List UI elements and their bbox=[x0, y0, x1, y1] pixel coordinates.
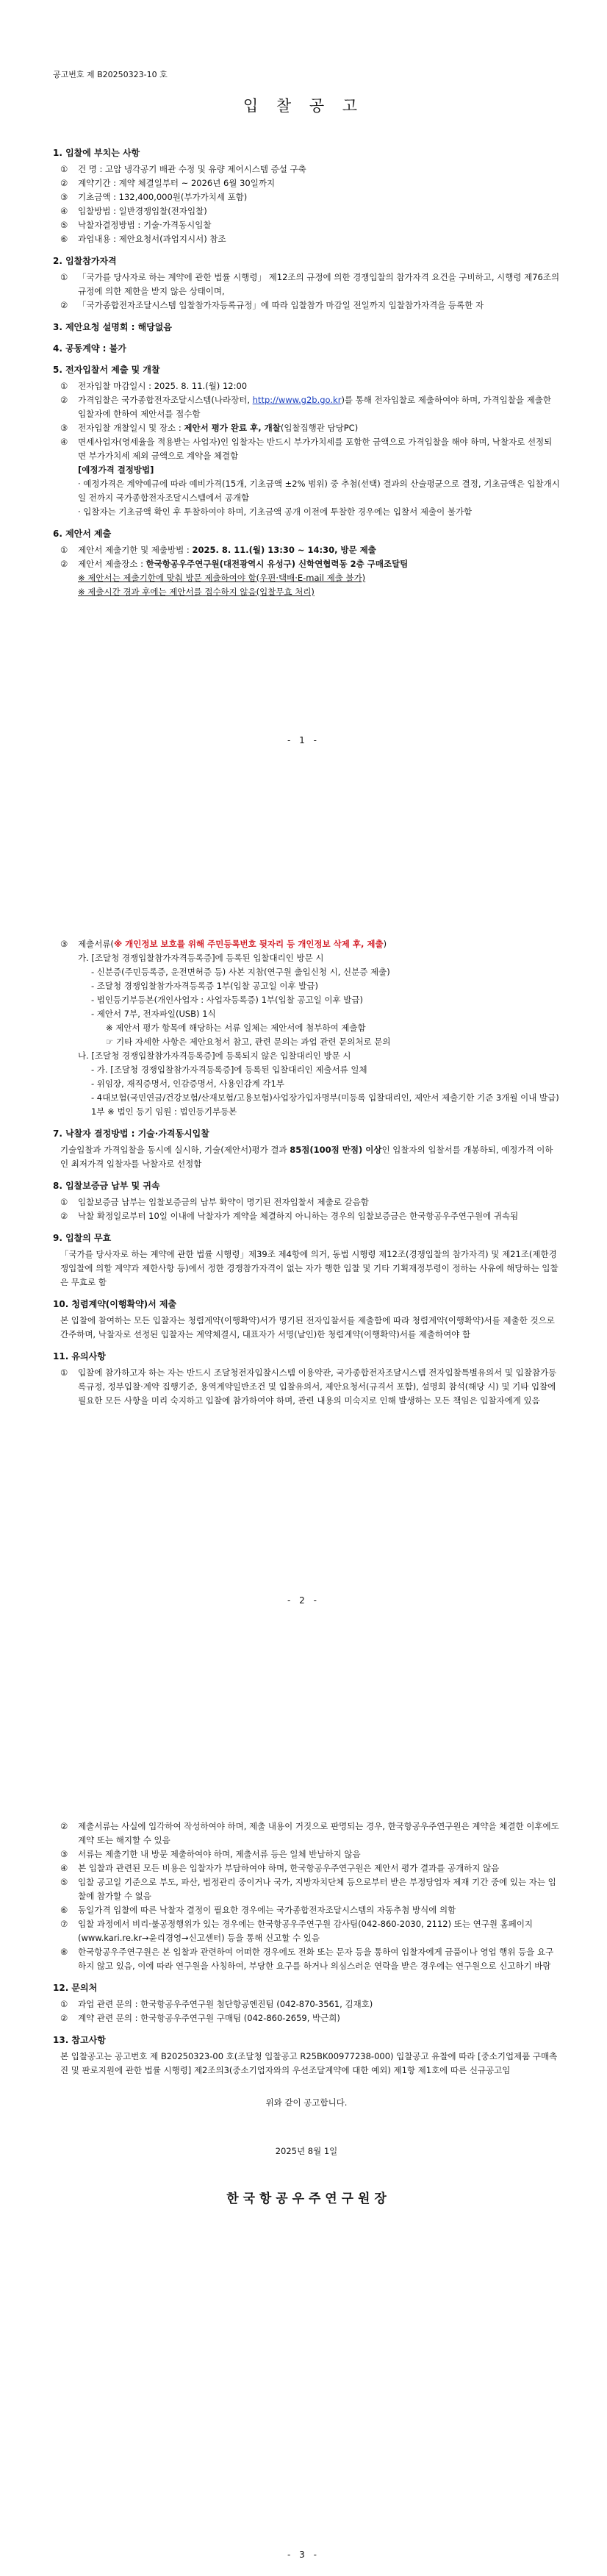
note: ※ 제안서는 제출기한에 맞춰 방문 제출하여야 함(우편·택배·E-mail 제출 불가) bbox=[78, 573, 366, 583]
list-item: ② 「국가종합전자조달시스템 입찰참가자등록규정」에 따라 입찰참가 마감일 전일까지 입찰참가자격을 등록한 자 bbox=[60, 300, 484, 310]
g2b-link[interactable]: http://www.g2b.go.kr bbox=[252, 395, 342, 405]
section-6-heading: 6. 제안서 제출 bbox=[53, 529, 112, 539]
notice-date: 2025년 8월 1일 bbox=[275, 2146, 338, 2156]
list-item: ③ 전자입찰 개찰일시 및 장소 : 제안서 평가 완료 후, 개찰(입찰집행관 담당PC) bbox=[60, 423, 359, 433]
list-item: ② 제출서류는 사실에 입각하여 작성하여야 하며, 제출 내용이 거짓으로 판명되는 경우, 한국항공우주연구원은 계약을 체결한 이후에도 계약 또는 해지할 수 있음 bbox=[60, 1821, 559, 1845]
section-10-heading: 10. 청렴계약(이행확약)서 제출 bbox=[53, 1299, 177, 1309]
list-item: ④ 입찰방법 : 일반경쟁입찰(전자입찰) bbox=[60, 206, 207, 216]
list-item: ② 계약기간 : 계약 체결일부터 ~ 2026년 6월 30일까지 bbox=[60, 178, 276, 188]
section-7-heading: 7. 낙찰자 결정방법 : 기술·가격동시입찰 bbox=[53, 1128, 209, 1139]
list-item: ⑤ 낙찰자결정방법 : 기술·가격동시입찰 bbox=[60, 220, 212, 230]
page-3 bbox=[0, 1720, 607, 2576]
page-number: - 3 - bbox=[287, 2550, 320, 2560]
note: ※ 제출시간 경과 후에는 제안서를 접수하지 않음(입찰무효 처리) bbox=[78, 587, 315, 597]
list-item: ③ 기초금액 : 132,400,000원(부가가치세 포함) bbox=[60, 192, 248, 202]
page-1 bbox=[0, 0, 607, 860]
list-item: ⑧ 한국항공우주연구원은 본 입찰과 관련하여 어떠한 경우에도 전화 또는 문자 등을 통하여 입찰자에게 금품이나 영업 행위 등을 요구하지 않고 있음, 이에 따라 연구원을 사칭하여, 부당한 요구를 하거나 의심스러운 연락을 받은 경우에는 연구원으로 신고하기 바람 bbox=[60, 1947, 554, 1971]
list-item: ① 입찰보증금 납부는 입찰보증금의 납부 확약이 명기된 전자입찰서 제출로 갈음함 bbox=[60, 1197, 369, 1207]
list-item: ② 가격입찰은 국가종합전자조달시스템(나라장터, http://www.g2b.go.kr)를 통해 전자입찰로 제출하여야 하며, 가격입찰을 제출한 입찰자에 한하여 제안서를 접수함 bbox=[60, 395, 552, 419]
notice-body-2: ③ 제출서류(※ 개인정보 보호를 위해 주민등록번호 뒷자리 등 개인정보 삭제 후, 제출) 가. [조달청 경쟁입찰참가자격등록증]에 등록된 입찰대리인 방문 시 - 신분증(주민등록증, 운전면허증 등) 사본 지참(연구원 출입신청 시, 신분증 제출) - 조달청 경쟁입찰참가자격등록증 1부(입찰 공고일 이후 발급) - 법인등기부등본(개인사업자 : 사업자등록증) 1부(입찰 공고일 이후 발급) - 제안서 7부, 전자파일(USB) 1식 ※ 제안서 평가 항목에 해당하는 서류 일체는 제안서에 첨부하여 제출함 ☞ 기타 자세한 사항은 제안요청서 참고, 관련 문의는 과업 관련 문의처로 문의 나. [조달청 경쟁입찰참가자격등록증]에 등록되지 않은 입찰대리인 방문 시 - 가. [조달청 경쟁입찰참가자격등록증]에 등록된 입찰대리인 제출서류 일체 - 위임장, 재직증명서, 인감증명서, 사용인감계 각1부 - 4대보험(국민연금/건강보험/산재보험/고용보험)사업장가입자명부(미등록 입찰대리인, 제안서 제출기한 기준 3개월 이내 발급) 1부 ※ 법인 등기 임원 : 법인등기부등본 7. 낙찰자 결정방법 : 기술·가격동시입찰 기술입찰과 가격입찰을 동시에 실시하, 기술(제안서)평가 결과 85점(100점 만점) 이상인 입찰자의 입찰서를 개봉하되, 예정가격 이하인 최저가격 입찰자를 낙찰자로 선정함 8. 입찰보증금 납부 및 귀속 ① 입찰보증금 납부는 입찰보증금의 납부 확약이 명기된 전자입찰서 제출로 갈음함 ② 낙찰 확정일로부터 10일 이내에 낙찰자가 계약을 체결하지 아니하는 경우의 입찰보증금은 한국항공우주연구원에 귀속됨 9. 입찰의 무효 「국가를 당사자로 하는 계약에 관한 법률 시행령」제39조 제4항에 의거, 동법 시행령 제12조(경쟁입찰의 참가자격) 및 제21조(제한경쟁입찰에 의할 계약과 제한사항 등)에서 정한 경쟁참가자격이 없는 자가 행한 입찰 및 기타 기획재정부령이 정하는 사유에 해당하는 입찰은 무효로 함 10. 청렴계약(이행확약)서 제출 본 입찰에 참여하는 모든 입찰자는 청렴계약(이행확약)서가 명기된 전자입찰서를 제출함에 따라 청렴계약(이행확약)서를 제출한 것으로 간주하며, 낙찰자로 선정된 입찰자는 계약체결시, 대표자가 서명(날인)한 청렴계약(이행확약)서를 제출하여야 함 11. 유의사항 ① 입찰에 참가하고자 하는 자는 반드시 조달청전자입찰시스템 이용약관, 국가종합전자조달시스템 전자입찰특별유의서 및 입찰참가등록규정, 정부입찰·계약 집행기준, 용역계약일반조건 및 입찰유의서, 제안요청서(규격서 포함), 설명회 참석(해당 시) 및 기타 입찰에 필요한 모든 사항을 미리 숙지하고 입찰에 참가하여야 하며, 관련 내용의 미숙지로 인해 발생하는 모든 책임은 입찰자에게 있음 bbox=[53, 937, 560, 1408]
list-item: ④ 면세사업자(영세율을 적용받는 사업자)인 입찰자는 반드시 부가가치세를 포함한 금액으로 가격입찰을 해야 하며, 낙찰자로 선정되면 부가가치세 제외 금액으로 계약을 체결함 bbox=[60, 437, 553, 461]
closing-text: 위와 같이 공고합니다. bbox=[265, 2097, 348, 2108]
section-3-heading: 3. 제안요청 설명회 : 해당없음 bbox=[53, 322, 172, 332]
section-4-heading: 4. 공동계약 : 불가 bbox=[53, 343, 126, 354]
list-item: ② 낙찰 확정일로부터 10일 이내에 낙찰자가 계약을 체결하지 아니하는 경우의 입찰보증금은 한국항공우주연구원에 귀속됨 bbox=[60, 1211, 519, 1221]
notice-body-3: ② 제출서류는 사실에 입각하여 작성하여야 하며, 제출 내용이 거짓으로 판명되는 경우, 한국항공우주연구원은 계약을 체결한 이후에도 계약 또는 해지할 수 있음 ③ 서류는 제출기한 내 방문 제출하여야 하며, 제출서류 등은 일체 반납하지 않음 ④ 본 입찰과 관련된 모든 비용은 입찰자가 부담하여야 하며, 한국항공우주연구원은 제안서 평가 결과를 공개하지 않음 ⑤ 입찰 공고일 기준으로 부도, 파산, 법정관리 중이거나 국가, 지방자치단체 등으로부터 받은 부정당업자 제재 기간 중에 있는 자는 입찰에 참가할 수 없음 ⑥ 동일가격 입찰에 따른 낙찰자 결정이 필요한 경우에는 국가종합전자조달시스템의 자동추첨 방식에 의함 ⑦ 입찰 과정에서 비리·불공정행위가 있는 경우에는 한국항공우주연구원 감사팀(042-860-2030, 2112) 또는 연구원 홈페이지(www.kari.re.kr→윤리경영→신고센터) 등을 통해 신고할 수 있음 ⑧ 한국항공우주연구원은 본 입찰과 관련하여 어떠한 경우에도 전화 또는 문자 등을 통하여 입찰자에게 금품이나 영업 행위 등을 요구하지 않고 있음, 이에 따라 연구원을 사칭하여, 부당한 요구를 하거나 의심스러운 연락을 받은 경우에는 연구원으로 신고하기 바람 12. 문의처 ① 과업 관련 문의 : 한국항공우주연구원 첨단항공엔진팀 (042-870-3561, 김재호) ② 계약 관련 문의 : 한국항공우주연구원 구매팀 (042-860-2659, 박근희) 13. 참고사항 본 입찰공고는 공고번호 제 B20250323-00 호(조달청 입찰공고 R25BK00977238-000) 입찰공고 유찰에 따라 [중소기업제품 구매촉진 및 판로지원에 관한 법률 시행령] 제2조의3(중소기업자와의 우선조달계약에 대한 예외) 제1항 제1호에 따른 신규공고임 위와 같이 공고합니다. 2025년 8월 1일 한 국 항 공 우 주 연 구 원 장 bbox=[53, 1821, 559, 2206]
list-item: ① 제안서 제출기한 및 제출방법 : 2025. 8. 11.(월) 13:30 ~ 14:30, 방문 제출 bbox=[60, 545, 376, 555]
list-item: ⑥ 동일가격 입찰에 따른 낙찰자 결정이 필요한 경우에는 국가종합전자조달시스템의 자동추첨 방식에 의함 bbox=[60, 1905, 456, 1915]
list-item: ⑦ 입찰 과정에서 비리·불공정행위가 있는 경우에는 한국항공우주연구원 감사팀(042-860-2030, 2112) 또는 연구원 홈페이지(www.kari.re.kr→윤리경영→신고센터) 등을 통해 신고할 수 있음 bbox=[60, 1919, 534, 1943]
section-5-heading: 5. 전자입찰서 제출 및 개찰 bbox=[53, 365, 160, 375]
section-1-heading: 1. 입찰에 부치는 사항 bbox=[53, 148, 140, 158]
list-item: ④ 본 입찰과 관련된 모든 비용은 입찰자가 부담하여야 하며, 한국항공우주연구원은 제안서 평가 결과를 공개하지 않음 bbox=[60, 1863, 500, 1873]
section-9-heading: 9. 입찰의 무효 bbox=[53, 1233, 112, 1243]
list-item: ③ 서류는 제출기한 내 방문 제출하여야 하며, 제출서류 등은 일체 반납하지 않음 bbox=[60, 1849, 361, 1859]
list-item: ① 입찰에 참가하고자 하는 자는 반드시 조달청전자입찰시스템 이용약관, 국가종합전자조달시스템 전자입찰특별유의서 및 입찰참가등록규정, 정부입찰·계약 집행기준, 용역계약일반조건 및 입찰유의서, 제안요청서(규격서 포함), 설명회 참석(해당 시) 및 기타 입찰에 필요한 모든 사항을 미리 숙지하고 입찰에 참가하여야 하며, 관련 내용의 미숙지로 인해 발생하는 모든 책임은 입찰자에게 있음 bbox=[60, 1367, 557, 1406]
list-item: ③ 제출서류(※ 개인정보 보호를 위해 주민등록번호 뒷자리 등 개인정보 삭제 후, 제출) bbox=[60, 939, 387, 949]
list-item: ① 「국가를 당사자로 하는 계약에 관한 법률 시행령」 제12조의 규정에 의한 경쟁입찰의 참가자격 요건을 구비하고, 시행령 제76조의 규정에 의한 제한을 받지 않은 상태이며, bbox=[60, 272, 560, 296]
signature: 한 국 항 공 우 주 연 구 원 장 bbox=[226, 2192, 387, 2206]
list-item: ⑤ 입찰 공고일 기준으로 부도, 파산, 법정관리 중이거나 국가, 지방자치단체 등으로부터 받은 부정당업자 제재 기간 중에 있는 자는 입찰에 참가할 수 없음 bbox=[60, 1877, 556, 1901]
notice-body-1: 1. 입찰에 부치는 사항 ① 건 명 : 고압 냉각공기 배관 수정 및 유량 제어시스템 증설 구축 ② 계약기간 : 계약 체결일부터 ~ 2026년 6월 30일까지 ③ 기초금액 : 132,400,000원(부가가치세 포함) ④ 입찰방법 : 일반경쟁입찰(전자입찰) ⑤ 낙찰자결정방법 : 기술·가격동시입찰 ⑥ 과업내용 : 제안요청서(과업지시서) 참조 2. 입찰참가자격 ① 「국가를 당사자로 하는 계약에 관한 법률 시행령」 제12조의 규정에 의한 경쟁입찰의 참가자격 요건을 구비하고, 시행령 제76조의 규정에 의한 제한을 받지 않은 상태이며, ② 「국가종합전자조달시스템 입찰참가자등록규정」에 따라 입찰참가 마감일 전일까지 입찰참가자격을 등록한 자 3. 제안요청 설명회 : 해당없음 4. 공동계약 : 불가 5. 전자입찰서 제출 및 개찰 ① 전자입찰 마감일시 : 2025. 8. 11.(월) 12:00 ② 가격입찰은 국가종합전자조달시스템(나라장터, http://www.g2b.go.kr)를 통해 전자입찰로 제출하여야 하며, 가격입찰을 제출한 입찰자에 한하여 제안서를 접수함 ③ 전자입찰 개찰일시 및 장소 : 제안서 평가 완료 후, 개찰(입찰집행관 담당PC) ④ 면세사업자(영세율을 적용받는 사업자)인 입찰자는 반드시 부가가치세를 포함한 금액으로 가격입찰을 해야 하며, 낙찰자로 선정되면 부가가치세 제외 금액으로 계약을 체결함 [예정가격 결정방법] · 예정가격은 계약예규에 따라 예비가격(15개, 기초금액 ±2% 범위) 중 추첨(선택) 결과의 산술평균으로 결정, 기초금액은 입찰개시일 전까지 국가종합전자조달시스템에서 공개함 · 입찰자는 기초금액 확인 후 투찰하여야 하며, 기초금액 공개 이전에 투찰한 경우에는 입찰서 제출이 불가함 6. 제안서 제출 ① 제안서 제출기한 및 제출방법 : 2025. 8. 11.(월) 13:30 ~ 14:30, 방문 제출 ② 제안서 제출장소 : 한국항공우주연구원(대전광역시 유성구) 신학연협력동 2층 구매조달팀 ※ 제안서는 제출기한에 맞춰 방문 제출하여야 함(우편·택배·E-mail 제출 불가) ※ 제출시간 경과 후에는 제안서를 접수하지 않음(입찰무효 처리) bbox=[53, 146, 560, 599]
section-12-heading: 12. 문의처 bbox=[53, 1983, 98, 1993]
section-13-heading: 13. 참고사항 bbox=[53, 2035, 106, 2045]
notice-number: 공고번호 제 B20250323-10 호 bbox=[53, 70, 168, 79]
list-item: ① 과업 관련 문의 : 한국항공우주연구원 첨단항공엔진팀 (042-870-3561, 김재호) bbox=[60, 1999, 373, 2009]
page-2 bbox=[0, 860, 607, 1720]
list-item: ⑥ 과업내용 : 제안요청서(과업지시서) 참조 bbox=[60, 234, 226, 244]
section-8-heading: 8. 입찰보증금 납부 및 귀속 bbox=[53, 1181, 160, 1191]
list-item: ② 제안서 제출장소 : 한국항공우주연구원(대전광역시 유성구) 신학연협력동 2층 구매조달팀 bbox=[60, 559, 409, 569]
pricing-method-title: [예정가격 결정방법] bbox=[78, 465, 154, 475]
section-11-heading: 11. 유의사항 bbox=[53, 1351, 106, 1362]
section-2-heading: 2. 입찰참가자격 bbox=[53, 256, 117, 266]
list-item: ① 건 명 : 고압 냉각공기 배관 수정 및 유량 제어시스템 증설 구축 bbox=[60, 164, 306, 174]
page-number: - 1 - bbox=[287, 735, 320, 745]
list-item: ② 계약 관련 문의 : 한국항공우주연구원 구매팀 (042-860-2659, 박근희) bbox=[60, 2013, 340, 2023]
page-number: - 2 - bbox=[287, 1595, 320, 1606]
page-title: 입 찰 공 고 bbox=[243, 97, 364, 115]
list-item: ① 전자입찰 마감일시 : 2025. 8. 11.(월) 12:00 bbox=[60, 381, 248, 391]
